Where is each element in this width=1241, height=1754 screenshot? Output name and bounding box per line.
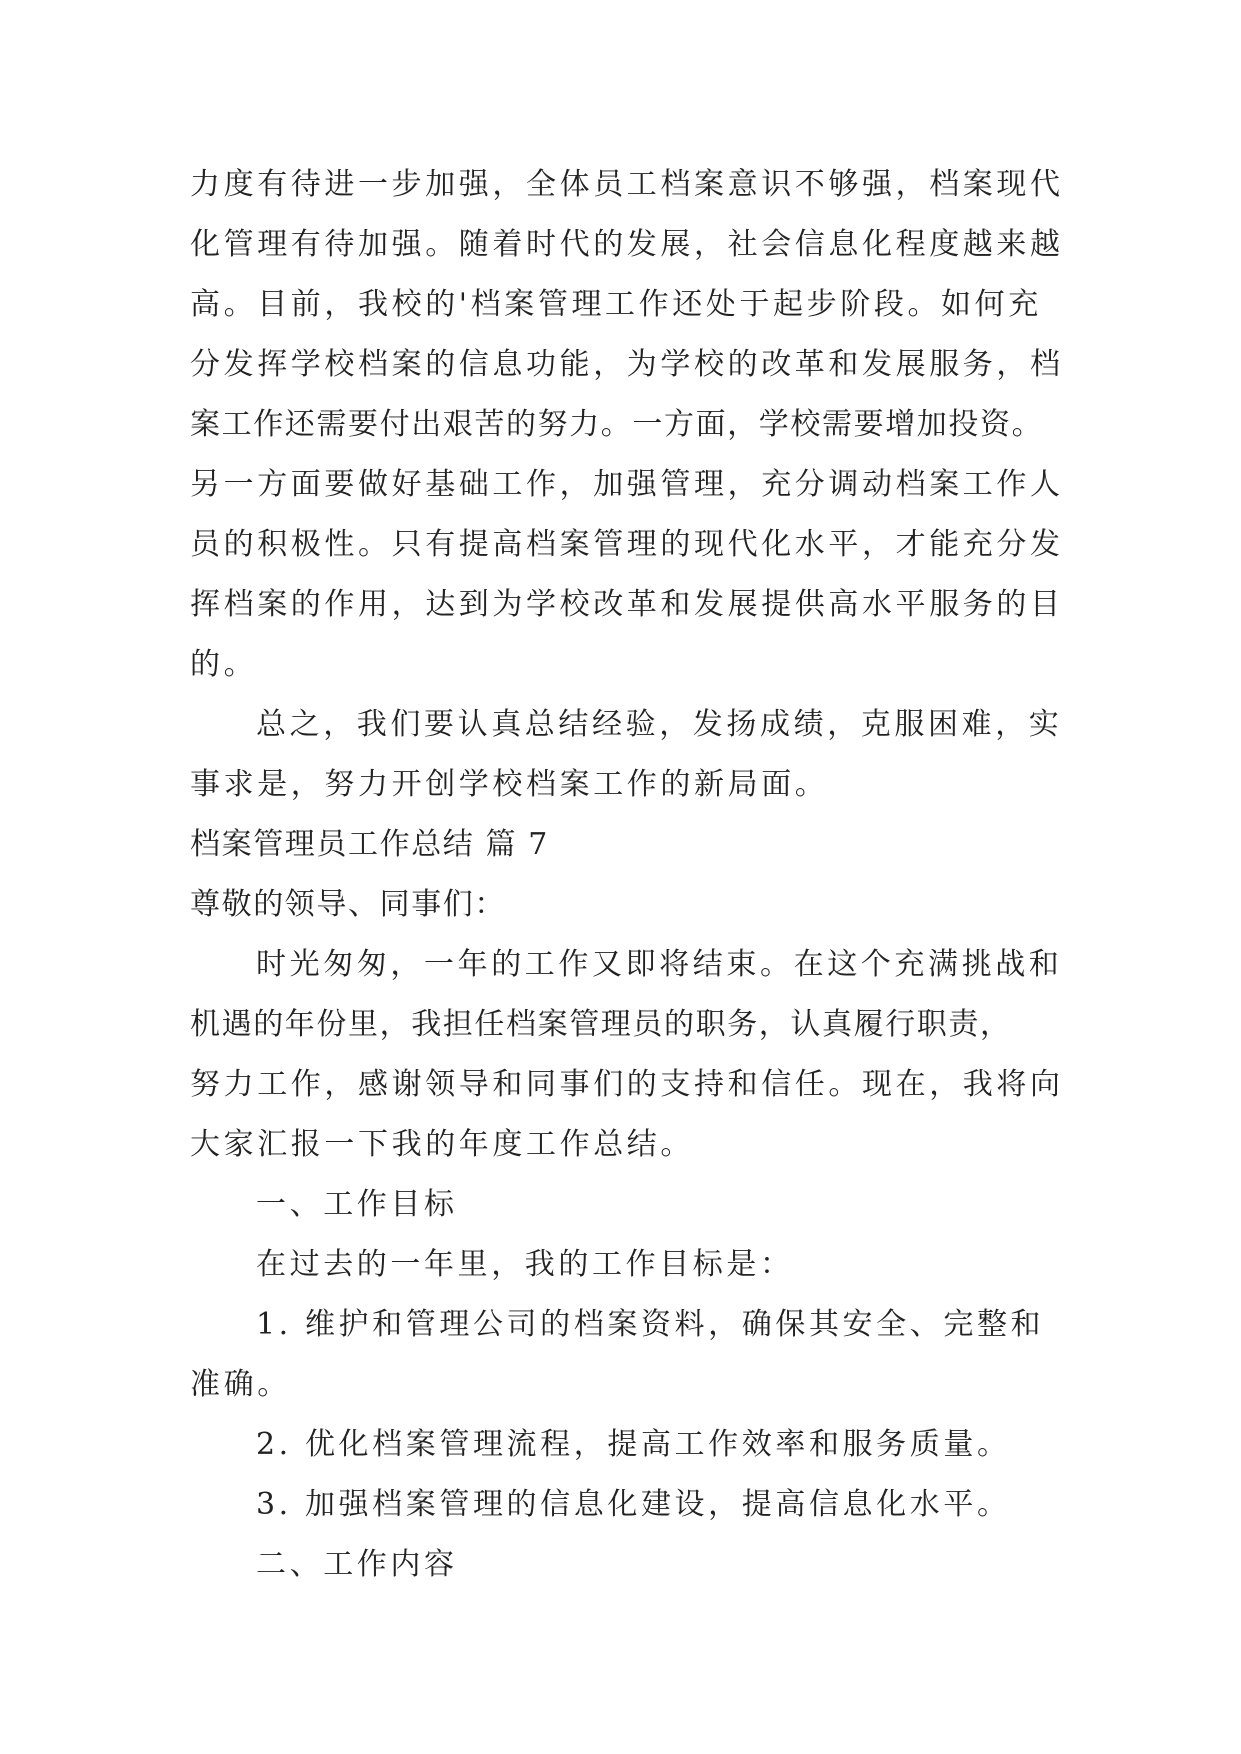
text-line: 事求是，努力开创学校档案工作的新局面。: [190, 767, 829, 802]
subheading: 二、工作内容: [256, 1547, 458, 1582]
paragraph-line: 在过去的一年里，我的工作目标是：: [256, 1247, 794, 1282]
text-line: 大家汇报一下我的年度工作总结。: [190, 1127, 694, 1162]
text-line: 准确。: [190, 1367, 291, 1402]
text-line: 的。: [190, 647, 258, 682]
list-item: 3. 加强档案管理的信息化建设，提高信息化水平。: [256, 1487, 1011, 1522]
paragraph-line: 时光匆匆，一年的工作又即将结束。在这个充满挑战和: [256, 947, 1063, 982]
text-line: 挥档案的作用，达到为学校改革和发展提供高水平服务的目: [190, 587, 1064, 622]
document-body: [190, 155, 1064, 1595]
text-line: 案工作还需要付出艰苦的努力。一方面，学校需要增加投资。: [190, 407, 1044, 442]
list-item: 1. 维护和管理公司的档案资料，确保其安全、完整和: [256, 1307, 1045, 1342]
text-line: 另一方面要做好基础工作，加强管理，充分调动档案工作人: [190, 467, 1064, 502]
list-item: 2. 优化档案管理流程，提高工作效率和服务质量。: [256, 1427, 1011, 1462]
text-line: 力度有待进一步加强，全体员工档案意识不够强，档案现代: [190, 167, 1064, 202]
text-line: 化管理有待加强。随着时代的发展，社会信息化程度越来越: [190, 227, 1064, 262]
paragraph-line: 总之，我们要认真总结经验，发扬成绩，克服困难，实: [256, 707, 1063, 742]
text-line: 努力工作，感谢领导和同事们的支持和信任。现在，我将向: [190, 1067, 1064, 1102]
text-line: 员的积极性。只有提高档案管理的现代化水平，才能充分发: [190, 527, 1064, 562]
salutation: 尊敬的领导、同事们：: [190, 887, 506, 922]
section-heading: 档案管理员工作总结 篇 7: [190, 827, 549, 862]
text-line: 高。目前，我校的'档案管理工作还处于起步阶段。如何充: [190, 287, 1042, 322]
subheading: 一、工作目标: [256, 1187, 458, 1222]
text-line: 分发挥学校档案的信息功能，为学校的改革和发展服务，档: [190, 347, 1064, 382]
text-line: 机遇的年份里，我担任档案管理员的职务，认真履行职责，: [190, 1007, 1012, 1042]
